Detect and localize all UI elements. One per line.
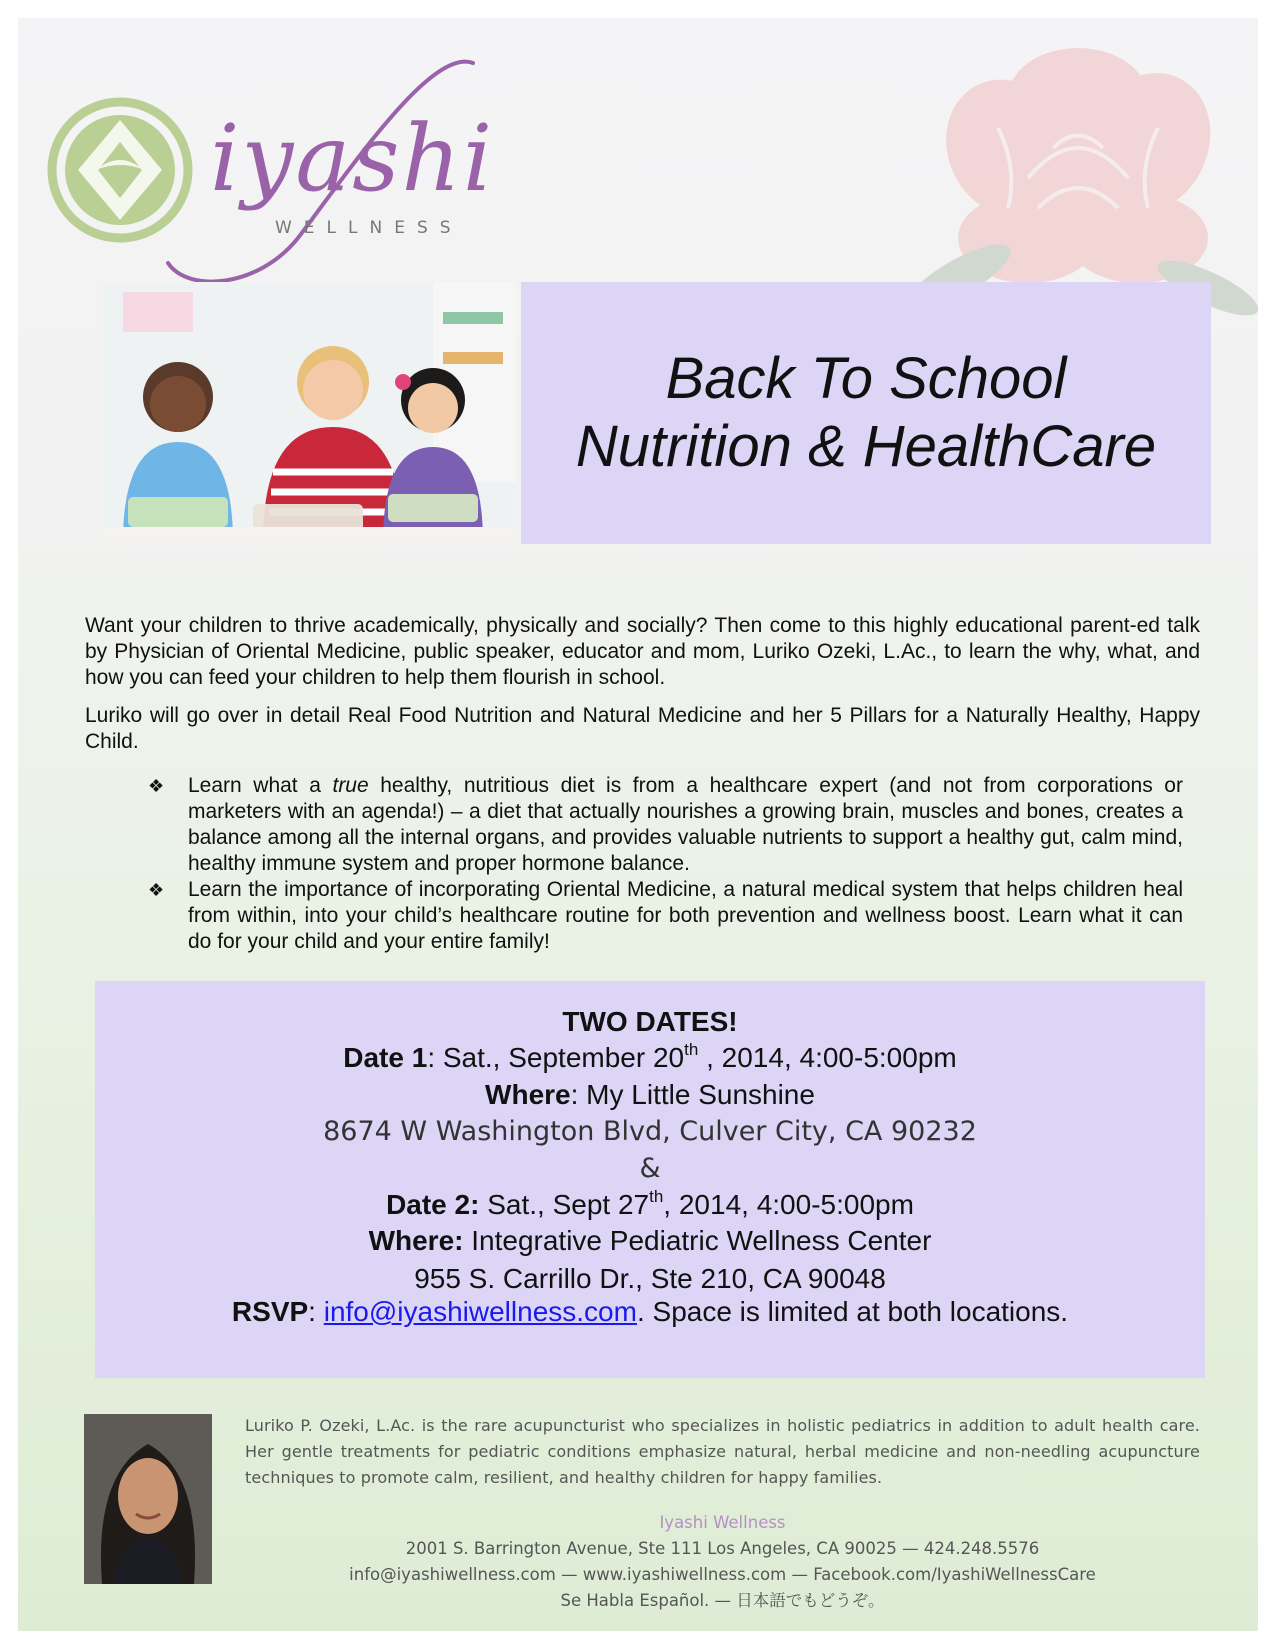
- logo-wordmark: iyashi: [210, 105, 495, 212]
- bullet-1-text-start: Learn what a: [188, 774, 333, 797]
- bullet-1-text-end: healthy, nutritious diet is from a healthcare expert (and not from corporations or marketers with an agenda!) – a diet that actually nourishes a growing brain, muscles and bones, creates a balance among all the internal organs, and provides valuable nutrients to support a healthy gut, calm mind, healthy immune system and proper hormone balance.: [188, 774, 1183, 875]
- children-eating-photo: [103, 282, 516, 542]
- contact-block: [245, 1510, 1200, 1614]
- event-title-box: [521, 282, 1211, 544]
- address-1: 8674 W Washington Blvd, Culver City, CA 90232: [323, 1116, 977, 1147]
- language-note: Se Habla Español. — 日本語でもどうぞ。: [560, 1591, 885, 1610]
- logo-subtitle: WELLNESS: [275, 218, 463, 238]
- address-2: 955 S. Carrillo Dr., Ste 210, CA 90048: [414, 1263, 886, 1294]
- title-line-1: Back To School: [665, 346, 1067, 411]
- where-1-label: Where: [485, 1079, 571, 1110]
- list-item: [128, 773, 1183, 877]
- org-address: 2001 S. Barrington Avenue, Ste 111 Los Angeles, CA 90025 — 424.248.5576: [405, 1539, 1040, 1558]
- benefits-list: [128, 773, 1183, 955]
- title-line-2: Nutrition & HealthCare: [575, 414, 1157, 479]
- speaker-bio: Luriko P. Ozeki, L.Ac. is the rare acupuncturist who specializes in holistic pediatrics in addition to adult health care. Her gentle treatments for pediatric conditions emphasize natural, herbal medicine and non-needling acupuncture techniques to promote calm, resilient, and healthy children for happy families.: [245, 1416, 1200, 1487]
- diamond-bullet-icon: ❖: [148, 776, 165, 796]
- where-1-line: Where: My Little Sunshine: [485, 1079, 815, 1110]
- org-name: Iyashi Wellness: [659, 1513, 786, 1532]
- date-1-label: Date 1: [343, 1042, 428, 1073]
- intro-paragraph-1: Want your children to thrive academically, physically and socially? Then come to this highly educational parent-ed talk by Physician of Oriental Medicine, public speaker, educator and mom, Luriko Ozeki, L.Ac., to learn the why, what, and how you can feed your children to help them flourish in school.: [85, 614, 1200, 689]
- date-1-line: Date 1: Sat., September 20th , 2014, 4:00-5:00pm: [343, 1040, 957, 1073]
- intro-text: [85, 613, 1200, 767]
- flyer-page: [18, 18, 1258, 1631]
- where-2-label: Where:: [368, 1225, 464, 1256]
- intro-paragraph-2: Luriko will go over in detail Real Food Nutrition and Natural Medicine and her 5 Pillars for a Naturally Healthy, Happy Child.: [85, 704, 1200, 753]
- rsvp-email-link[interactable]: info@iyashiwellness.com: [323, 1296, 637, 1327]
- rsvp-label: RSVP: [231, 1296, 309, 1327]
- iyashi-wellness-logo: [38, 38, 508, 288]
- where-2-line: Where: Integrative Pediatric Wellness Center: [368, 1225, 932, 1256]
- date-2-line: Date 2: Sat., Sept 27th, 2014, 4:00-5:00pm: [386, 1187, 914, 1220]
- rsvp-line: RSVP: info@iyashiwellness.com. Space is limited at both locations.: [231, 1296, 1069, 1327]
- list-item: [128, 877, 1183, 955]
- diamond-bullet-icon: ❖: [148, 880, 165, 900]
- bullet-2-text: Learn the importance of incorporating Oriental Medicine, a natural medical system that helps children heal from within, into your child’s healthcare routine for both prevention and wellness boost. Learn what it can do for your child and your entire family!: [188, 878, 1183, 953]
- dates-heading: TWO DATES!: [562, 1006, 738, 1037]
- speaker-portrait-photo: [84, 1414, 212, 1584]
- event-dates-box: [95, 981, 1205, 1378]
- date-2-label: Date 2:: [386, 1189, 480, 1220]
- ampersand: &: [639, 1153, 661, 1184]
- bullet-1-emphasis: true: [332, 774, 369, 797]
- org-links: info@iyashiwellness.com — www.iyashiwellness.com — Facebook.com/IyashiWellnessCare: [349, 1565, 1096, 1584]
- portrait-illustration: [84, 1414, 212, 1584]
- children-photo-illustration: [103, 282, 516, 542]
